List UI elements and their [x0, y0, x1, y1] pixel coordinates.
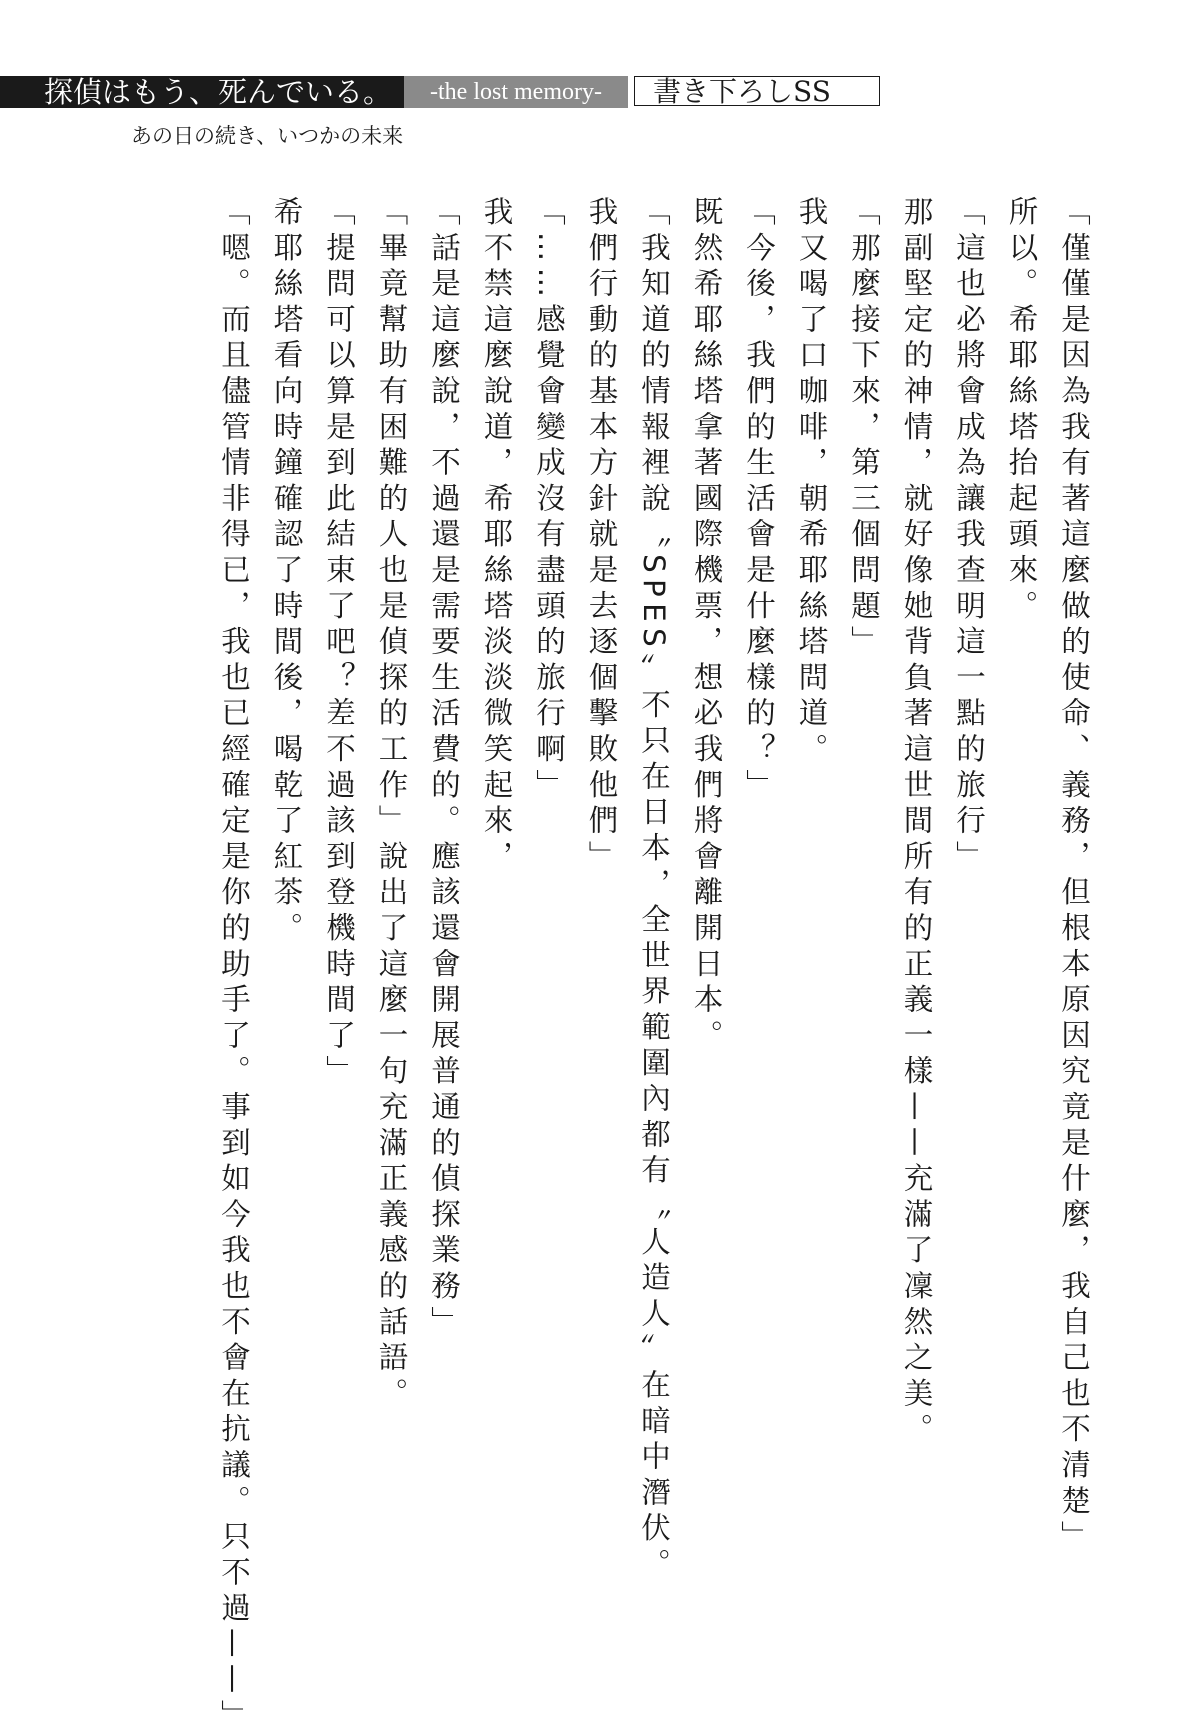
text-line: 「這也必將會成為讓我查明這一點的旅行」	[952, 196, 986, 877]
text-line: 「話是這麼說，不過還是需要生活費的。應該還會開展普通的偵探業務」	[427, 196, 461, 1342]
text-line: 所以。希耶絲塔抬起頭來。	[1004, 196, 1039, 626]
text-line: 「那麼接下來，第三個問題」	[847, 196, 881, 662]
text-line: 我不禁這麼說道，希耶絲塔淡淡微笑起來，	[479, 196, 514, 877]
series-title: 探偵はもう、死んでいる。	[0, 76, 404, 108]
text-line: 我們行動的基本方針就是去逐個擊敗他們」	[584, 196, 619, 877]
text-line: 那副堅定的神情，就好像她背負著這世間所有的正義一樣——充滿了凜然之美。	[899, 196, 934, 1449]
series-subtitle: -the lost memory-	[404, 76, 628, 108]
text-line: 希耶絲塔看向時鐘確認了時間後，喝乾了紅茶。	[269, 196, 304, 948]
text-line: 「僅僅是因為我有著這麼做的使命、義務，但根本原因究竟是什麼，我自己也不清楚」	[1057, 196, 1091, 1557]
story-body	[120, 196, 1100, 1735]
episode-title: あの日の続き、いつかの未来	[131, 124, 404, 148]
text-line: 「今後，我們的生活會是什麼樣的？」	[742, 196, 776, 805]
text-line: 既然希耶絲塔拿著國際機票，想必我們將會離開日本。	[689, 196, 724, 1056]
text-line: 「我知道的情報裡說〝SPES〞不只在日本，全世界範圍內都有〝人造人〞在暗中潛伏。	[637, 196, 671, 1584]
header-band	[0, 76, 880, 108]
section-label: 書き下ろしSS	[634, 76, 880, 106]
text-line: 「畢竟幫助有困難的人也是偵探的工作」說出了這麼一句充滿正義感的話語。	[374, 196, 409, 1414]
text-line: 我又喝了口咖啡，朝希耶絲塔問道。	[794, 196, 829, 769]
text-line: 「……感覺會變成沒有盡頭的旅行啊」	[532, 196, 566, 805]
text-line: 「提問可以算是到此結束了吧？差不過該到登機時間了」	[322, 196, 356, 1091]
text-line: 「嗯。而且儘管情非得已，我也已經確定是你的助手了。事到如今我也不會在抗議。只不過——」	[217, 196, 251, 1735]
